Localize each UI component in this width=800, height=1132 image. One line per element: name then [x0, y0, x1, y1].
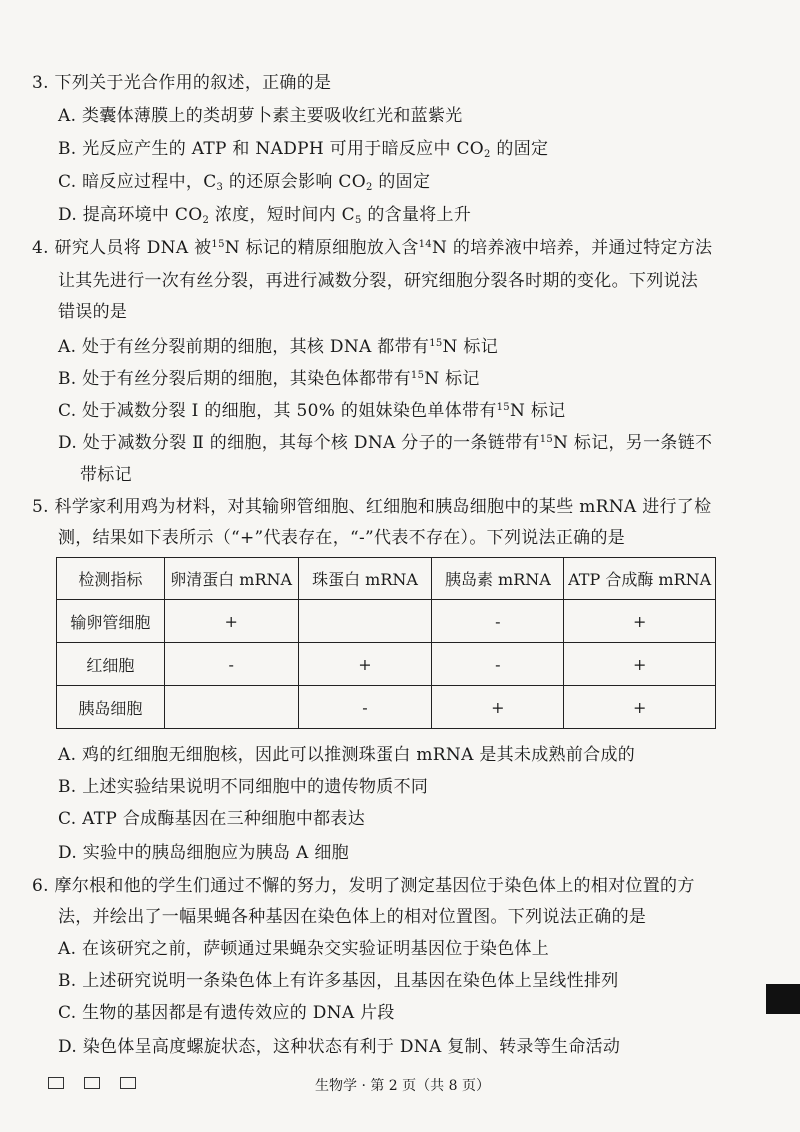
q5-stem-line1: 5. 科学家利用鸡为材料，对其输卵管细胞、红细胞和胰岛细胞中的某些 mRNA 进行了检 [32, 497, 712, 517]
q5-option-a: A. 鸡的红细胞无细胞核，因此可以推测珠蛋白 mRNA 是其未成熟前合成的 [58, 745, 636, 765]
table-header: ATP 合成酶 mRNA [564, 558, 716, 600]
q4-option-a: A. 处于有丝分裂前期的细胞，其核 DNA 都带有$^{15}$N 标记 [58, 337, 498, 357]
table-cell: + [564, 643, 716, 686]
q3-option-c: C. 暗反应过程中，$C_3$ 的还原会影响 $CO_2$ 的固定 [58, 172, 431, 193]
table-cell: - [164, 643, 298, 686]
table-cell: - [432, 643, 564, 686]
q6-option-c: C. 生物的基因都是有遗传效应的 DNA 片段 [58, 1003, 395, 1023]
table-row [57, 643, 716, 686]
table-cell: + [564, 600, 716, 643]
q4-option-d-line2: 带标记 [80, 465, 132, 485]
table-cell: - [432, 600, 564, 643]
table-cell: 胰岛细胞 [57, 686, 165, 729]
footer-box-icon [84, 1077, 100, 1089]
table-cell: - [298, 686, 432, 729]
table-cell [164, 686, 298, 729]
q5-option-b: B. 上述实验结果说明不同细胞中的遗传物质不同 [58, 777, 429, 797]
q4-option-d-line1: D. 处于减数分裂 Ⅱ 的细胞，其每个核 DNA 分子的一条链带有$^{15}$N 标记，另一条链不 [58, 433, 713, 453]
q4-option-c: C. 处于减数分裂 Ⅰ 的细胞，其 50% 的姐妹染色单体带有$^{15}$N 标记 [58, 401, 566, 421]
footer-box-icon [48, 1077, 64, 1089]
table-header-row [57, 558, 716, 600]
q6-option-b: B. 上述研究说明一条染色体上有许多基因，且基因在染色体上呈线性排列 [58, 971, 619, 991]
q6-stem-line2: 法，并绘出了一幅果蝇各种基因在染色体上的相对位置图。下列说法正确的是 [58, 907, 647, 927]
table-row [57, 600, 716, 643]
page-edge-marker [766, 984, 800, 1014]
q4-stem-line1: 4. 研究人员将 DNA 被$^{15}$N 标记的精原细胞放入含$^{14}$N 的培养液中培养，并通过特定方法 [32, 238, 713, 258]
table-header: 珠蛋白 mRNA [298, 558, 432, 600]
table-cell: + [564, 686, 716, 729]
q5-stem-line2: 测，结果如下表所示（“+”代表存在，“-”代表不存在）。下列说法正确的是 [58, 528, 626, 548]
q6-option-d: D. 染色体呈高度螺旋状态，这种状态有利于 DNA 复制、转录等生命活动 [58, 1037, 621, 1057]
mrna-table [56, 557, 716, 729]
q6-stem-line1: 6. 摩尔根和他的学生们通过不懈的努力，发明了测定基因位于染色体上的相对位置的方 [32, 876, 695, 896]
table-cell: + [432, 686, 564, 729]
table-row [57, 686, 716, 729]
q5-option-c: C. ATP 合成酶基因在三种细胞中都表达 [58, 809, 366, 829]
table-header: 卵清蛋白 mRNA [164, 558, 298, 600]
table-cell [298, 600, 432, 643]
table-cell: 输卵管细胞 [57, 600, 165, 643]
q4-stem-line2: 让其先进行一次有丝分裂，再进行减数分裂，研究细胞分裂各时期的变化。下列说法 [58, 271, 699, 291]
q6-option-a: A. 在该研究之前，萨顿通过果蝇杂交实验证明基因位于染色体上 [58, 939, 550, 959]
q4-option-b: B. 处于有丝分裂后期的细胞，其染色体都带有$^{15}$N 标记 [58, 369, 480, 389]
q4-stem-line3: 错误的是 [58, 302, 128, 322]
q5-option-d: D. 实验中的胰岛细胞应为胰岛 A 细胞 [58, 843, 349, 863]
table-header: 胰岛素 mRNA [432, 558, 564, 600]
table-cell: 红细胞 [57, 643, 165, 686]
table-cell: + [298, 643, 432, 686]
footer-box-icon [120, 1077, 136, 1089]
table-header: 检测指标 [57, 558, 165, 600]
q3-option-d: D. 提高环境中 $CO_2$ 浓度，短时间内 $C_5$ 的含量将上升 [58, 205, 472, 226]
q3-option-a: A. 类囊体薄膜上的类胡萝卜素主要吸收红光和蓝紫光 [58, 106, 463, 126]
q3-stem: 3. 下列关于光合作用的叙述，正确的是 [32, 73, 332, 93]
page-footer: 生物学 · 第 2 页（共 8 页） [315, 1078, 490, 1094]
table-cell: + [164, 600, 298, 643]
q3-option-b: B. 光反应产生的 ATP 和 NADPH 可用于暗反应中 $CO_2$ 的固定 [58, 139, 549, 160]
